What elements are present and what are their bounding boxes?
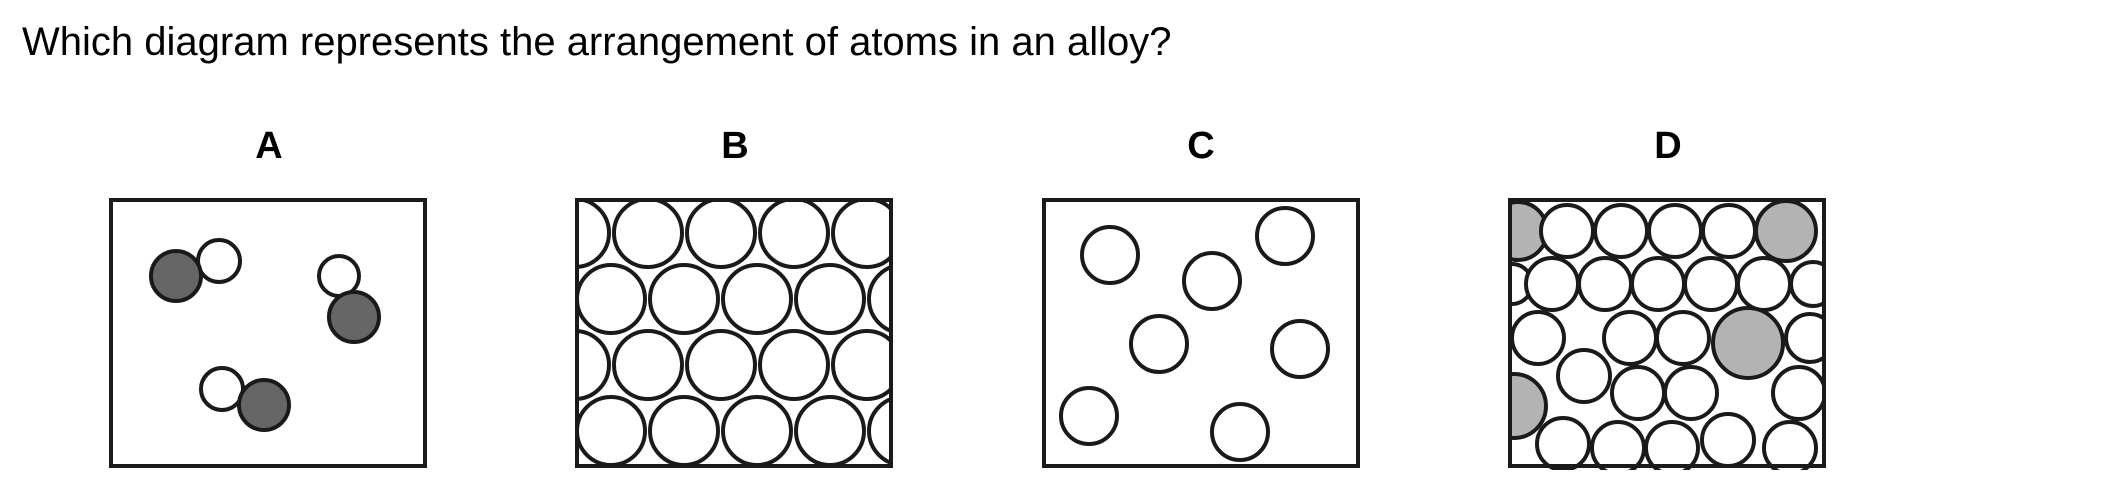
white-atom bbox=[1604, 312, 1656, 364]
white-atom bbox=[614, 331, 682, 399]
white-atom bbox=[577, 265, 645, 333]
white-atom bbox=[1657, 312, 1709, 364]
white-atom bbox=[1257, 208, 1313, 264]
white-atom bbox=[1558, 350, 1610, 402]
question-text: Which diagram represents the arrangement of atoms in an alloy? bbox=[22, 20, 1172, 64]
white-atom bbox=[1632, 258, 1684, 310]
white-atom bbox=[796, 397, 864, 465]
diagram-c[interactable] bbox=[1042, 198, 1360, 470]
white-atom bbox=[760, 199, 828, 267]
white-atom bbox=[1541, 205, 1593, 257]
white-atom bbox=[650, 265, 718, 333]
white-atom bbox=[1702, 414, 1754, 466]
dark-atom bbox=[329, 292, 379, 342]
white-atom bbox=[1526, 258, 1578, 310]
atom-lattice bbox=[575, 199, 893, 465]
white-atom bbox=[1738, 258, 1790, 310]
white-atom bbox=[575, 199, 609, 267]
white-atom bbox=[650, 397, 718, 465]
white-atom bbox=[1537, 418, 1589, 470]
option-c-label: C bbox=[1187, 125, 1215, 167]
white-atom bbox=[1082, 227, 1138, 283]
dark-atom bbox=[239, 380, 289, 430]
white-atom bbox=[201, 368, 243, 410]
white-atom bbox=[760, 331, 828, 399]
white-atom bbox=[1595, 205, 1647, 257]
white-atom bbox=[1685, 258, 1737, 310]
white-atom bbox=[1579, 258, 1631, 310]
white-atom bbox=[1791, 262, 1826, 306]
diagram-a[interactable] bbox=[109, 198, 427, 470]
white-atom bbox=[575, 331, 609, 399]
white-atom bbox=[833, 331, 893, 399]
white-atom bbox=[198, 240, 240, 282]
diagram-b[interactable] bbox=[575, 198, 893, 470]
white-atom bbox=[1646, 422, 1698, 470]
white-atom bbox=[687, 199, 755, 267]
white-atom bbox=[723, 265, 791, 333]
white-atom bbox=[1612, 367, 1664, 419]
white-atom bbox=[1764, 422, 1816, 470]
option-a-label: A bbox=[255, 125, 283, 167]
white-atom bbox=[1703, 205, 1755, 257]
atom-lattice bbox=[1508, 201, 1826, 470]
white-atom bbox=[1184, 253, 1240, 309]
white-atom bbox=[614, 199, 682, 267]
dark-atom bbox=[151, 251, 201, 301]
white-atom bbox=[1592, 422, 1644, 470]
white-atom bbox=[1061, 388, 1117, 444]
grey-atom bbox=[1756, 201, 1816, 261]
grey-atom bbox=[1713, 308, 1783, 378]
diagram-d[interactable] bbox=[1508, 198, 1826, 470]
white-atom bbox=[1665, 367, 1717, 419]
white-atom bbox=[577, 397, 645, 465]
white-atom bbox=[796, 265, 864, 333]
white-atom bbox=[319, 256, 359, 296]
white-atom bbox=[1786, 314, 1826, 362]
option-d-label: D bbox=[1654, 125, 1682, 167]
white-atom bbox=[1649, 205, 1701, 257]
white-atom bbox=[1773, 367, 1825, 419]
white-atom bbox=[1272, 321, 1328, 377]
white-atom bbox=[687, 331, 755, 399]
white-atom bbox=[1131, 316, 1187, 372]
white-atom bbox=[1212, 404, 1268, 460]
option-b-label: B bbox=[721, 125, 749, 167]
white-atom bbox=[1512, 312, 1564, 364]
white-atom bbox=[833, 199, 893, 267]
white-atom bbox=[723, 397, 791, 465]
